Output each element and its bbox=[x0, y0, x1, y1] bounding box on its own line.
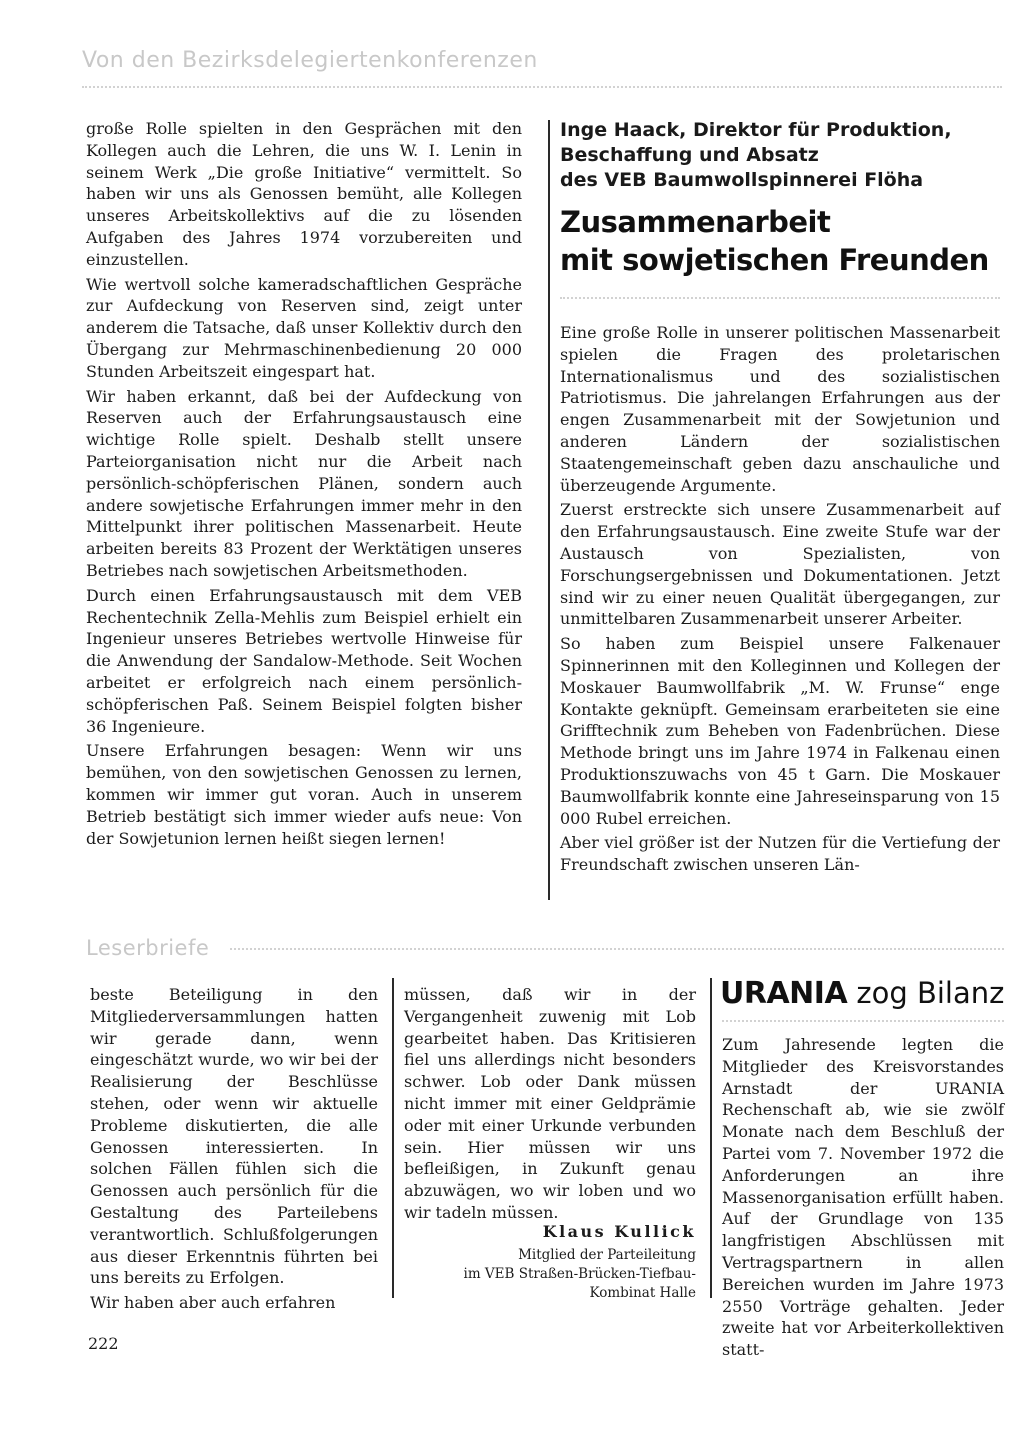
signature-role bbox=[404, 1246, 696, 1303]
article-kicker bbox=[560, 118, 1000, 193]
paragraph: müssen, daß wir in der Vergangenheit zuwenig mit Lob gearbeitet haben. Das Kritisieren fiel uns allerdings nicht besonders schwer. Lob oder Dank müssen nicht immer mit einer Geldprämie oder mit einer Urkunde verbunden sein. Hier müssen wir uns befleißigen, in Zukunft genau abzuwägen, wo wir loben und wo wir tadeln müssen. bbox=[404, 985, 696, 1222]
paragraph: Zum Jahresende legten die Mitglieder des Kreisvorstandes Arnstadt der URANIA Rechenschaft ab, wie sie zwölf Monate nach dem Beschluß der Partei vom 7. November 1972 die Anforderungen an ihre Massenorganisation erfüllt haben. Auf der Grundlage von 135 langfristigen Abschlüssen mit Vertragspartnern in allen Bereichen wurden im Jahre 1973 2550 Vorträge gehalten. Jeder zweite hat vor Arbeiterkollektiven statt- bbox=[722, 1035, 1004, 1360]
urania-headline-bold: URANIA bbox=[720, 976, 848, 1011]
paragraph: Zuerst erstreckte sich unsere Zusammenarbeit auf den Erfahrungsaustausch. Eine zweite Stufe war der Austausch von Spezialisten, von Forschungsergebnissen und Dokumentationen. Jetzt sind wir zu einer neuen Qualität übergegangen, zur unmittelbaren Zusammenarbeit unserer Arbeiter. bbox=[560, 500, 1000, 629]
urania-headline-rest: zog Bilanz bbox=[856, 976, 1005, 1010]
headline-line: mit sowjetischen Freunden bbox=[560, 243, 989, 277]
kicker-line: Beschaffung und Absatz bbox=[560, 144, 819, 166]
page-number: 222 bbox=[88, 1334, 119, 1353]
paragraph: Aber viel größer ist der Nutzen für die Vertiefung der Freundschaft zwischen unseren Län- bbox=[560, 833, 1000, 875]
paragraph: Eine große Rolle in unserer politischen Massenarbeit spielen die Fragen des proletarischen Internationalismus und des sozialistischen Patriotismus. Die jahrelangen Erfahrungen aus der engen Zusammenarbeit mit der Sowjetunion und anderen Ländern der sozialistischen Staatengemeinschaft geben dazu anschauliche und überzeugende Argumente. bbox=[560, 323, 1000, 495]
urania-headline bbox=[720, 976, 1004, 1011]
urania-text bbox=[722, 1034, 1004, 1364]
letters-column-2 bbox=[404, 984, 696, 1227]
paragraph: Wie wertvoll solche kameradschaftlichen Gespräche zur Aufdeckung von Reserven sind, zeigt unter anderem die Tatsache, daß unser Kollektiv durch den Übergang zur Mehrmaschinenbedienung 20 000 Stunden Arbeitszeit eingespart hat. bbox=[86, 274, 522, 381]
letters-divider-2 bbox=[710, 978, 712, 1298]
section-heading-rule bbox=[82, 86, 1002, 88]
kicker-line: Inge Haack, Direktor für Produktion, bbox=[560, 119, 952, 141]
paragraph: So haben zum Beispiel unsere Falkenauer Spinnerinnen mit den Kolleginnen und Kollegen der Moskauer Baumwollfabrik „M. W. Frunse“ enge Kontakte geknüpft. Gemeinsam erarbeiteten sie eine Grifftechnik zum Beheben von Fadenbrüchen. Diese Methode bringt uns im Jahre 1974 in Falkenau einen Produktionszuwachs von 45 t Garn. Die Moskauer Baumwollfabrik konnte eine Jahreseinsparung von 15 000 Rubel erreichen. bbox=[560, 634, 1000, 828]
paragraph: Wir haben aber auch erfahren bbox=[90, 1293, 336, 1313]
letters-heading: Leserbriefe bbox=[86, 936, 210, 960]
letters-heading-rule bbox=[230, 948, 1004, 950]
left-column-text bbox=[86, 118, 522, 852]
right-article bbox=[560, 118, 1000, 279]
signature-role-line: im VEB Straßen-Brücken-Tiefbau- bbox=[463, 1266, 696, 1282]
signature-role-line: Mitglied der Parteileitung bbox=[518, 1247, 696, 1263]
article-headline bbox=[560, 203, 1000, 279]
paragraph: Durch einen Erfahrungsaustausch mit dem VEB Rechentechnik Zella-Mehlis zum Beispiel erhielt ein Ingenieur unseres Betriebes wertvolle Hinweise für die Anwendung der Sandalow-Methode. Seit Wochen arbeitet er erfolgreich nach einem persönlich-schöpferischen Paß. Seinem Beispiel folgten bisher 36 Ingenieure. bbox=[86, 585, 522, 736]
paragraph: Unsere Erfahrungen besagen: Wenn wir uns bemühen, von den sowjetischen Genossen zu lernen, kommen wir immer gut voran. Auch in unserem Betrieb bestätigt sich immer wieder aufs neue: Von der Sowjetunion lernen heißt siegen lernen! bbox=[86, 741, 522, 848]
letters-column-1 bbox=[90, 984, 378, 1317]
letters-divider-1 bbox=[392, 978, 394, 1298]
urania-headline-rule bbox=[722, 1020, 1004, 1022]
paragraph: große Rolle spielten in den Gesprächen mit den Kollegen auch die Lehren, die uns W. I. Lenin in seinem Werk „Die große Initiative“ vermittelt. So haben wir uns als Genossen bemüht, alle Kollegen unseres Arbeitskollektivs auf die zu lösenden Aufgaben des Jahres 1974 vorzubereiten und einzustellen. bbox=[86, 119, 522, 269]
signature-name: Klaus Kullick bbox=[542, 1222, 696, 1241]
headline-line: Zusammenarbeit bbox=[560, 205, 831, 239]
right-column-text bbox=[560, 322, 1000, 879]
column-divider bbox=[548, 120, 550, 900]
headline-rule bbox=[560, 297, 1000, 299]
signature-role-line: Kombinat Halle bbox=[589, 1285, 696, 1301]
paragraph: Wir haben erkannt, daß bei der Aufdeckung von Reserven auch der Erfahrungsaustausch eine wichtige Rolle spielt. Deshalb stellt unsere Parteiorganisation nicht nur die Arbeit nach persönlich-schöpferischen Plänen, sondern auch andere sowjetische Erfahrungen immer mehr in den Mittelpunkt ihrer politischen Massenarbeit. Heute arbeiten bereits 83 Prozent der Werktätigen unseres Betriebes nach sowjetischen Arbeitsmethoden. bbox=[86, 386, 522, 580]
paragraph: beste Beteiligung in den Mitgliederversammlungen hatten wir gerade dann, wenn eingeschätzt wurde, wo wir bei der Realisierung der Beschlüsse stehen, oder wenn wir aktuelle Probleme diskutierten, die alle Genossen interessierten. In solchen Fällen fühlen sich die Genossen auch persönlich für die Gestaltung des Parteilebens verantwortlich. Schlußfolgerungen aus dieser Erkenntnis führten bei uns bereits zu Erfolgen. bbox=[90, 985, 378, 1288]
kicker-line: des VEB Baumwollspinnerei Flöha bbox=[560, 169, 924, 191]
section-heading: Von den Bezirksdelegiertenkonferenzen bbox=[82, 48, 538, 73]
